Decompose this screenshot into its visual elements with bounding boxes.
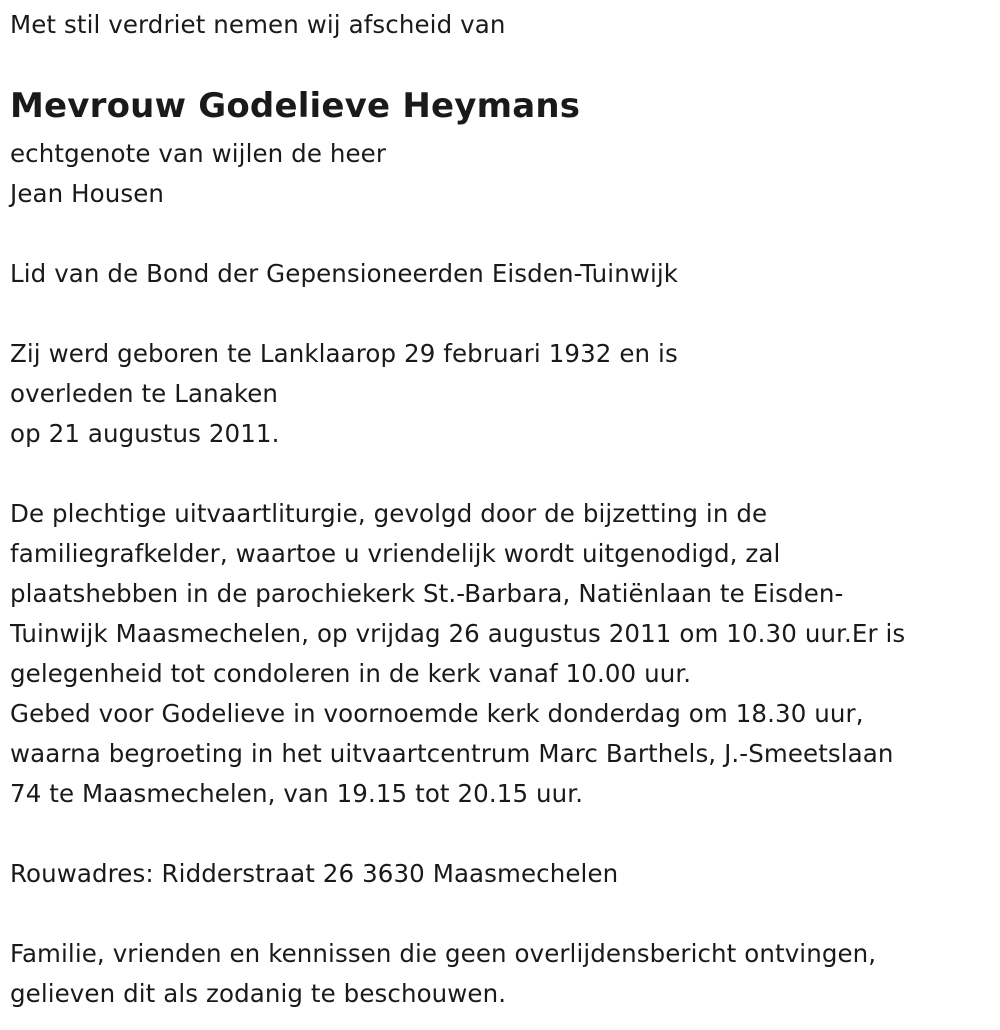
spouse-line-1: echtgenote van wijlen de heer <box>10 139 387 168</box>
spacer <box>10 454 905 494</box>
closing-line-2: gelieven dit als zodanig te beschouwen. <box>10 979 507 1008</box>
deceased-name: Mevrouw Godelieve Heymans <box>10 86 581 126</box>
funeral-line: Tuinwijk Maasmechelen, op vrijdag 26 augustus 2011 om 10.30 uur.Er is <box>10 619 906 648</box>
spacer <box>10 814 905 854</box>
funeral-line: 74 te Maasmechelen, van 19.15 tot 20.15 uur. <box>10 779 584 808</box>
funeral-paragraph <box>10 494 905 814</box>
intro-text: Met stil verdriet nemen wij afscheid van <box>10 10 506 39</box>
spacer <box>10 214 905 254</box>
membership-line: Lid van de Bond der Gepensioneerden Eisden-Tuinwijk <box>10 259 679 288</box>
funeral-line: gelegenheid tot condoleren in de kerk vanaf 10.00 uur. <box>10 659 692 688</box>
funeral-line: waarna begroeting in het uitvaartcentrum Marc Barthels, J.-Smeetslaan <box>10 739 894 768</box>
spacer <box>10 294 905 334</box>
address-line: Rouwadres: Ridderstraat 26 3630 Maasmechelen <box>10 859 619 888</box>
notice-body <box>10 134 905 1014</box>
closing-line-1: Familie, vrienden en kennissen die geen overlijdensbericht ontvingen, <box>10 939 877 968</box>
funeral-line: familiegrafkelder, waartoe u vriendelijk wordt uitgenodigd, zal <box>10 539 781 568</box>
birth-line-1: Zij werd geboren te Lanklaarop 29 februari 1932 en is <box>10 339 678 368</box>
funeral-line: plaatshebben in de parochiekerk St.-Barbara, Natiënlaan te Eisden- <box>10 579 844 608</box>
spacer <box>10 894 905 934</box>
birth-line-3: op 21 augustus 2011. <box>10 419 280 448</box>
birth-line-2: overleden te Lanaken <box>10 379 279 408</box>
funeral-line: De plechtige uitvaartliturgie, gevolgd door de bijzetting in de <box>10 499 768 528</box>
spouse-line-2: Jean Housen <box>10 179 165 208</box>
funeral-line: Gebed voor Godelieve in voornoemde kerk donderdag om 18.30 uur, <box>10 699 864 728</box>
